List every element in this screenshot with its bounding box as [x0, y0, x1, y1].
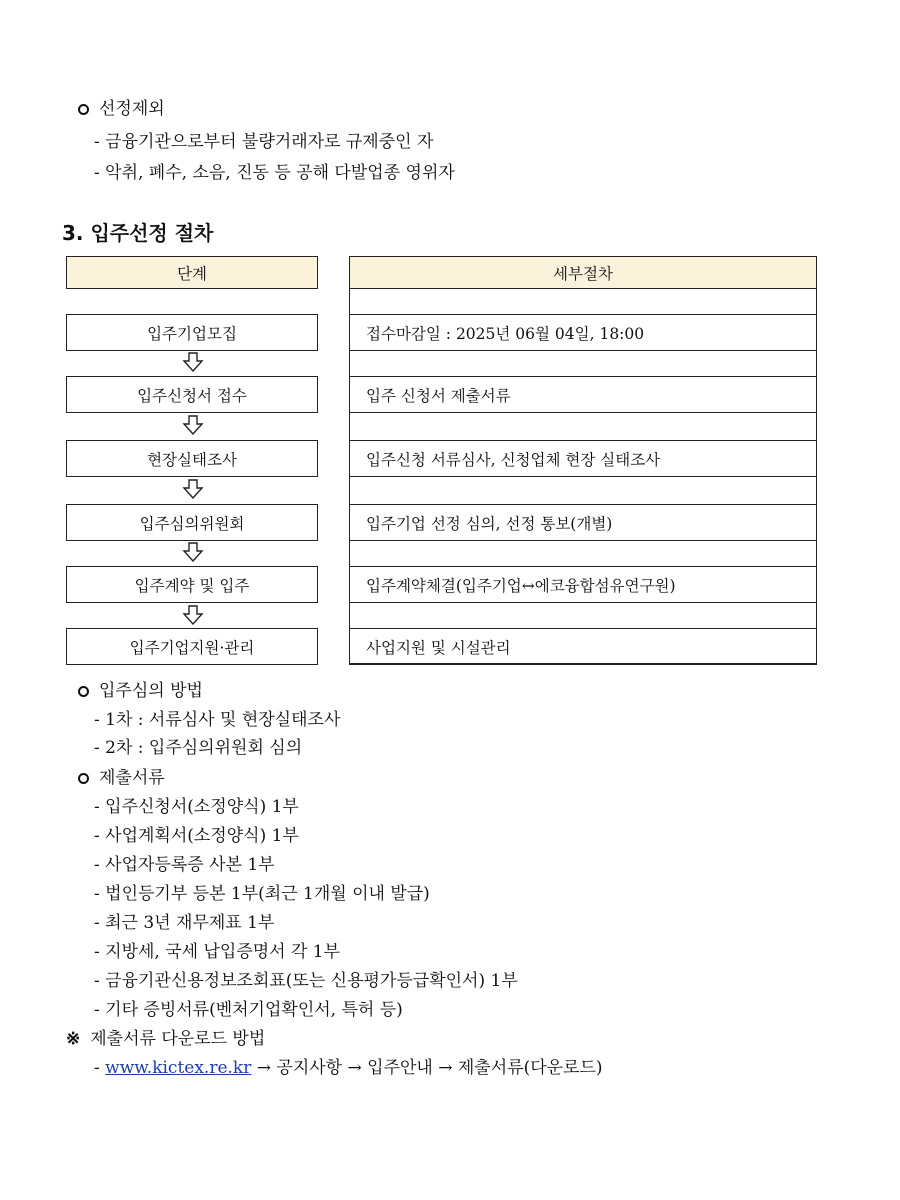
section-title: 3. 입주선정 절차	[62, 221, 214, 245]
detail-box: 사업지원 및 시설관리	[349, 628, 817, 665]
review-title: 입주심의 방법	[99, 681, 203, 701]
document-item: - 사업자등록증 사본 1부	[94, 855, 275, 875]
down-arrow-icon	[182, 605, 204, 625]
down-arrow-icon	[182, 542, 204, 562]
exclusion-title: 선정제외	[99, 99, 165, 119]
step-box: 현장실태조사	[66, 440, 318, 477]
document-item: - 금융기관신용정보조회표(또는 신용평가등급확인서) 1부	[94, 971, 518, 991]
down-arrow-icon	[182, 415, 204, 435]
website-link[interactable]: www.kictex.re.kr	[105, 1058, 252, 1078]
document-item: - 법인등기부 등본 1부(최근 1개월 이내 발급)	[94, 884, 430, 904]
download-title: 제출서류 다운로드 방법	[90, 1029, 266, 1049]
down-arrow-icon	[182, 352, 204, 372]
step-box: 입주기업모집	[66, 314, 318, 351]
step-box: 입주기업지원·관리	[66, 628, 318, 665]
table-header-detail: 세부절차	[349, 256, 817, 289]
documents-title: 제출서류	[99, 768, 165, 788]
exclusion-item: - 악취, 폐수, 소음, 진동 등 공해 다발업종 영위자	[94, 163, 455, 183]
download-heading	[66, 1028, 265, 1050]
download-path-text: → 공지사항 → 입주안내 → 제출서류(다운로드)	[251, 1058, 603, 1078]
circle-bullet-icon	[78, 104, 89, 115]
reference-mark: ※	[66, 1029, 81, 1049]
step-box: 입주신청서 접수	[66, 376, 318, 413]
exclusion-item: - 금융기관으로부터 불량거래자로 규제중인 자	[94, 132, 434, 152]
download-prefix: -	[94, 1058, 106, 1078]
documents-heading	[78, 767, 165, 789]
table-header-step: 단계	[66, 256, 318, 289]
detail-box: 접수마감일 : 2025년 06월 04일, 18:00	[349, 314, 817, 351]
step-box: 입주계약 및 입주	[66, 566, 318, 603]
document-item: - 지방세, 국세 납입증명서 각 1부	[94, 942, 341, 962]
review-item: - 2차 : 입주심의위원회 심의	[94, 738, 303, 758]
download-path	[94, 1057, 603, 1079]
detail-box: 입주신청 서류심사, 신청업체 현장 실태조사	[349, 440, 817, 477]
exclusion-heading	[78, 98, 165, 120]
step-box: 입주심의위원회	[66, 504, 318, 541]
document-item: - 입주신청서(소정양식) 1부	[94, 797, 299, 817]
down-arrow-icon	[182, 479, 204, 499]
review-heading	[78, 680, 203, 702]
document-item: - 사업계획서(소정양식) 1부	[94, 826, 299, 846]
circle-bullet-icon	[78, 773, 89, 784]
document-item: - 기타 증빙서류(벤처기업확인서, 특허 등)	[94, 1000, 403, 1020]
review-item: - 1차 : 서류심사 및 현장실태조사	[94, 710, 341, 730]
detail-box: 입주 신청서 제출서류	[349, 376, 817, 413]
circle-bullet-icon	[78, 686, 89, 697]
document-item: - 최근 3년 재무제표 1부	[94, 913, 275, 933]
detail-box: 입주계약체결(입주기업↔에코융합섬유연구원)	[349, 566, 817, 603]
detail-box: 입주기업 선정 심의, 선정 통보(개별)	[349, 504, 817, 541]
